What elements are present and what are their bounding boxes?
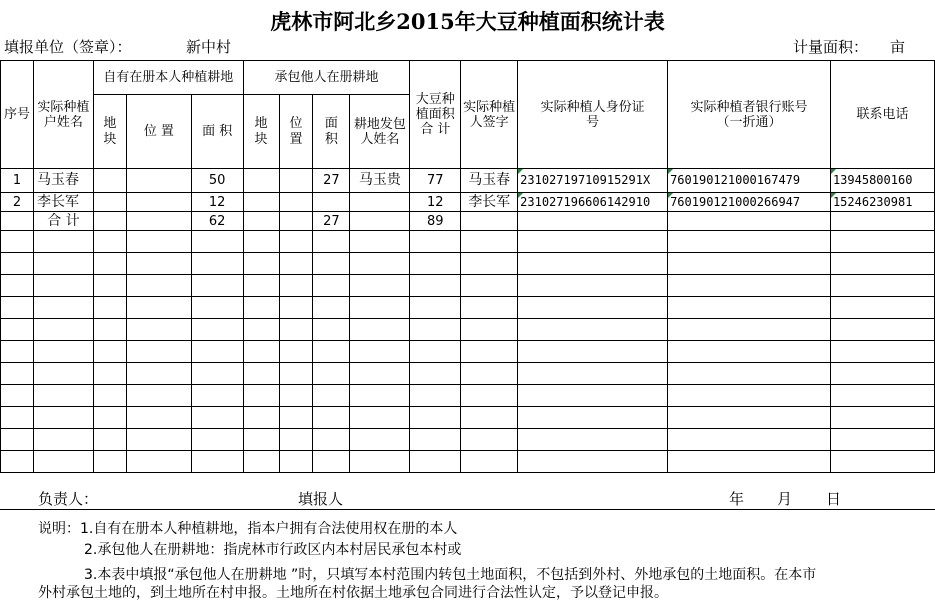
header-contract-position: 位置 [279, 95, 313, 169]
row-total: 12 [410, 193, 461, 212]
header-total-area: 大豆种植面积合 计 [410, 61, 461, 169]
table-row [1, 169, 935, 193]
row-seq: 1 [1, 169, 34, 193]
header-contract-owner: 耕地发包人姓名 [350, 95, 410, 169]
total-label: 合 计 [33, 212, 93, 231]
header-own-plot: 地块 [93, 95, 126, 169]
row-contract-area: 27 [313, 169, 350, 193]
header-name: 实际种植户姓名 [33, 61, 93, 169]
total-own-area: 62 [191, 212, 243, 231]
row-seq: 2 [1, 193, 34, 212]
row-phone: 15246230981 [830, 193, 934, 212]
row-phone: 13945800160 [830, 169, 934, 193]
row-signature: 李长军 [461, 193, 518, 212]
empty-row [1, 275, 935, 297]
header-contract-plot: 地块 [243, 95, 279, 169]
reporting-unit-label: 填报单位（签章）： [4, 38, 132, 56]
row-contract-owner [350, 193, 410, 212]
header-bank-account: 实际种植者银行账号（一折通） [668, 61, 831, 169]
empty-row [1, 231, 935, 253]
row-id-card: 23102719710915291X [518, 169, 668, 193]
note-line-4: 外村承包土地的，到土地所在村申报。土地所在村依据土地承包合同进行合法性认定，予以登记申报。 [38, 585, 668, 601]
row-contract-area [313, 193, 350, 212]
row-name: 马玉春 [33, 169, 93, 193]
page-title: 虎林市阿北乡2015年大豆种植面积统计表 [270, 9, 665, 34]
date-day: 日 [826, 490, 842, 508]
measure-unit-value: 亩 [890, 38, 906, 56]
total-contract-area: 27 [313, 212, 350, 231]
responsible-label: 负责人： [38, 490, 99, 508]
row-signature: 马玉春 [461, 169, 518, 193]
empty-row [1, 429, 935, 451]
measure-unit-label: 计量面积： [793, 38, 869, 56]
filler-label: 填报人 [298, 490, 344, 508]
total-total: 89 [410, 212, 461, 231]
row-own-area: 12 [191, 193, 243, 212]
empty-row [1, 363, 935, 385]
empty-row [1, 451, 935, 473]
table-row [1, 193, 935, 212]
empty-row [1, 253, 935, 275]
empty-row [1, 319, 935, 341]
statistics-table [0, 60, 935, 473]
row-bank-account: 760190121000266947 [668, 193, 831, 212]
header-phone: 联系电话 [830, 61, 934, 169]
note-line-3: 3.本表中填报“承包他人在册耕地 ”时，只填写本村范围内转包土地面积，不包括到外村、外地承包的土地面积。在本市 [84, 567, 817, 583]
date-month: 月 [777, 490, 793, 508]
header-own-group: 自有在册本人种植耕地 [93, 61, 243, 95]
header-signature: 实际种植人签字 [461, 61, 518, 169]
empty-row [1, 407, 935, 429]
header-seq: 序号 [1, 61, 34, 169]
row-contract-owner: 马玉贵 [350, 169, 410, 193]
date-year: 年 [729, 490, 745, 508]
header-contract-group: 承包他人在册耕地 [243, 61, 410, 95]
row-bank-account: 760190121000167479 [668, 169, 831, 193]
note-line-1: 说明：1.自有在册本人种植耕地，指本户拥有合法使用权在册的本人 [38, 521, 458, 537]
empty-row [1, 297, 935, 319]
row-id-card: 231027196606142910 [518, 193, 668, 212]
note-line-2: 2.承包他人在册耕地：指虎林市行政区内本村居民承包本村或 [84, 542, 462, 558]
empty-row [1, 385, 935, 407]
empty-row [1, 341, 935, 363]
header-contract-area: 面积 [313, 95, 350, 169]
header-own-area: 面 积 [191, 95, 243, 169]
row-name: 李长军 [33, 193, 93, 212]
row-own-area: 50 [191, 169, 243, 193]
divider [0, 509, 935, 510]
reporting-unit-value: 新中村 [186, 38, 232, 56]
header-id-card: 实际种植人身份证号 [518, 61, 668, 169]
row-total: 77 [410, 169, 461, 193]
header-own-position: 位 置 [126, 95, 191, 169]
total-row [1, 212, 935, 231]
